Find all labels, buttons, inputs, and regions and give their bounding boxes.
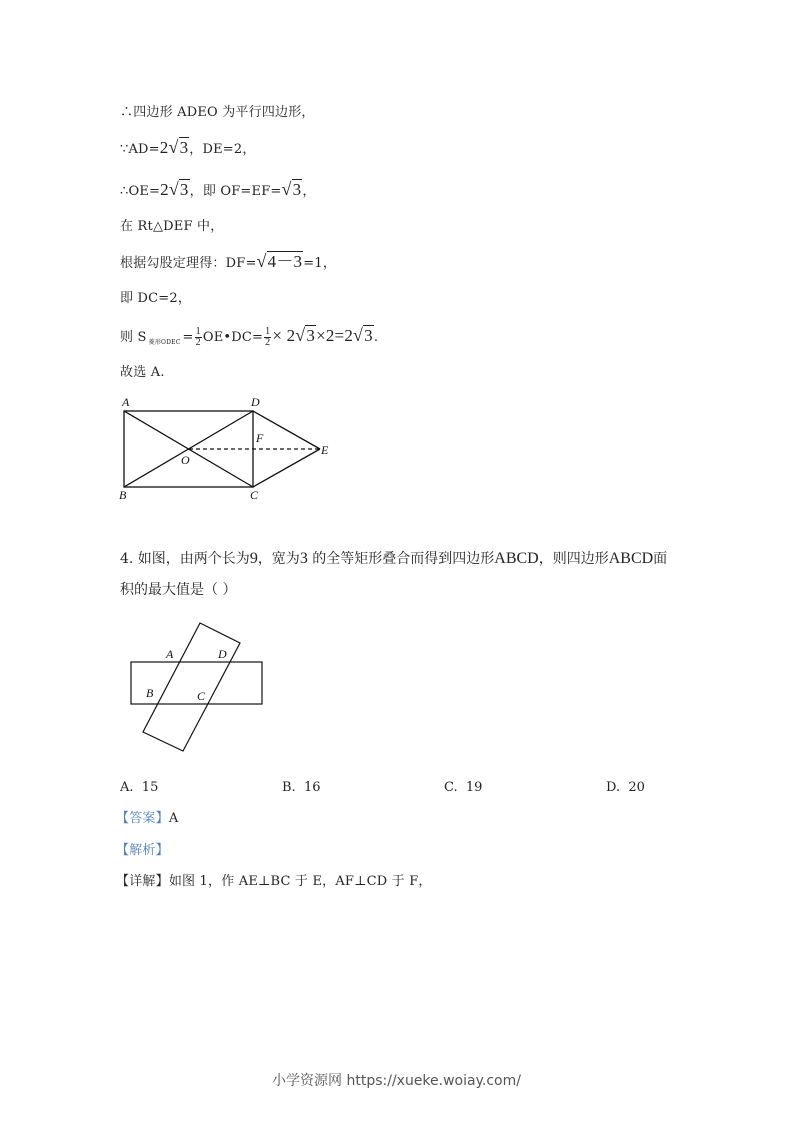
text: OE•DC= bbox=[202, 330, 264, 345]
coefficient: 2 bbox=[160, 180, 169, 199]
denominator: 2 bbox=[265, 337, 271, 348]
text: 面 bbox=[653, 551, 668, 567]
text: = bbox=[182, 330, 194, 345]
denominator: 2 bbox=[195, 337, 201, 348]
label-F: F bbox=[256, 431, 264, 445]
text: ， bbox=[302, 184, 316, 199]
text: ，宽为 bbox=[257, 551, 300, 567]
answer-line bbox=[116, 810, 178, 828]
sqrt-expression: √3 bbox=[281, 179, 302, 199]
radicand: 4－3 bbox=[267, 252, 303, 271]
sqrt-expression: √4－3 bbox=[256, 251, 303, 271]
text: 则 S bbox=[120, 330, 147, 345]
text: ∵AD= bbox=[120, 142, 160, 157]
sqrt-expression: √3 bbox=[168, 179, 189, 199]
footer-watermark: 小学资源网 https://xueke.woiay.com/ bbox=[272, 1073, 521, 1089]
number: 9 bbox=[249, 550, 258, 567]
radicand: 3 bbox=[292, 180, 302, 199]
fraction-half bbox=[195, 327, 202, 348]
label-C: C bbox=[250, 488, 259, 502]
label-O: O bbox=[181, 453, 190, 467]
sqrt-expression: √3 bbox=[353, 325, 373, 345]
text: ×2=2 bbox=[316, 326, 354, 345]
text: 4. 如图，由两个长为 bbox=[120, 551, 250, 567]
label-D: D bbox=[251, 395, 260, 409]
analysis-label: 【解析】 bbox=[116, 843, 169, 858]
solution-line-7 bbox=[120, 326, 378, 352]
sqrt-expression: √3 bbox=[295, 325, 316, 345]
answer-label: 【答案】 bbox=[116, 811, 169, 826]
quad-name: ABCD bbox=[494, 550, 539, 567]
option-d: D. 20 bbox=[606, 780, 645, 795]
figure-rectangle-rhombus bbox=[110, 390, 340, 505]
solution-line-5 bbox=[120, 252, 336, 273]
text: 的全等矩形叠合而得到四边形 bbox=[307, 551, 495, 567]
number: 3 bbox=[299, 550, 308, 567]
label-C: C bbox=[197, 689, 206, 703]
option-a: A. 15 bbox=[120, 780, 159, 795]
solution-line-8: 故选 A. bbox=[120, 365, 165, 380]
option-b: B. 16 bbox=[282, 780, 321, 795]
text: ，则四边形 bbox=[538, 551, 609, 567]
text: × 2 bbox=[272, 326, 296, 345]
detail-text: 如图 1，作 AE⊥BC 于 E，AF⊥CD 于 F， bbox=[168, 874, 432, 889]
solution-line-4: 在 Rt△DEF 中， bbox=[120, 219, 224, 234]
text: . bbox=[373, 330, 379, 345]
text: ，即 OF=EF= bbox=[189, 184, 282, 199]
solution-line-6: 即 DC=2， bbox=[120, 291, 192, 306]
radicand: 3 bbox=[179, 180, 189, 199]
quad-name: ABCD bbox=[608, 550, 654, 567]
detail-line bbox=[116, 873, 432, 891]
solution-line-3 bbox=[120, 180, 316, 201]
fraction-half bbox=[264, 327, 271, 348]
label-B: B bbox=[146, 686, 154, 700]
solution-line-2 bbox=[120, 138, 256, 159]
radicand: 3 bbox=[364, 326, 373, 345]
numerator: 1 bbox=[195, 326, 201, 337]
radicand: 3 bbox=[306, 326, 316, 345]
analysis-line bbox=[116, 842, 169, 860]
detail-label: 【详解】 bbox=[116, 874, 169, 889]
option-c: C. 19 bbox=[444, 780, 483, 795]
label-D: D bbox=[218, 647, 227, 661]
label-B: B bbox=[119, 488, 127, 502]
label-E: E bbox=[321, 443, 329, 457]
numerator: 1 bbox=[265, 326, 271, 337]
text: ∴OE= bbox=[120, 184, 161, 199]
radicand: 3 bbox=[179, 138, 189, 157]
coefficient: 2 bbox=[159, 138, 169, 157]
solution-line-1: ∴四边形 ADEO 为平行四边形， bbox=[120, 105, 315, 120]
label-A: A bbox=[122, 395, 130, 409]
question-4-line-2: 积的最大值是（ ） bbox=[120, 582, 237, 598]
sqrt-expression: √3 bbox=[168, 137, 189, 157]
answer-value: A bbox=[168, 811, 179, 826]
subscript: 菱形ODEC bbox=[148, 339, 181, 346]
figure-overlapping-rectangles bbox=[120, 615, 280, 760]
question-4-line-1 bbox=[120, 549, 667, 569]
text: 根据勾股定理得：DF= bbox=[120, 256, 257, 271]
text: ，DE=2， bbox=[189, 142, 256, 157]
label-A: A bbox=[166, 647, 174, 661]
text: =1， bbox=[303, 256, 337, 271]
